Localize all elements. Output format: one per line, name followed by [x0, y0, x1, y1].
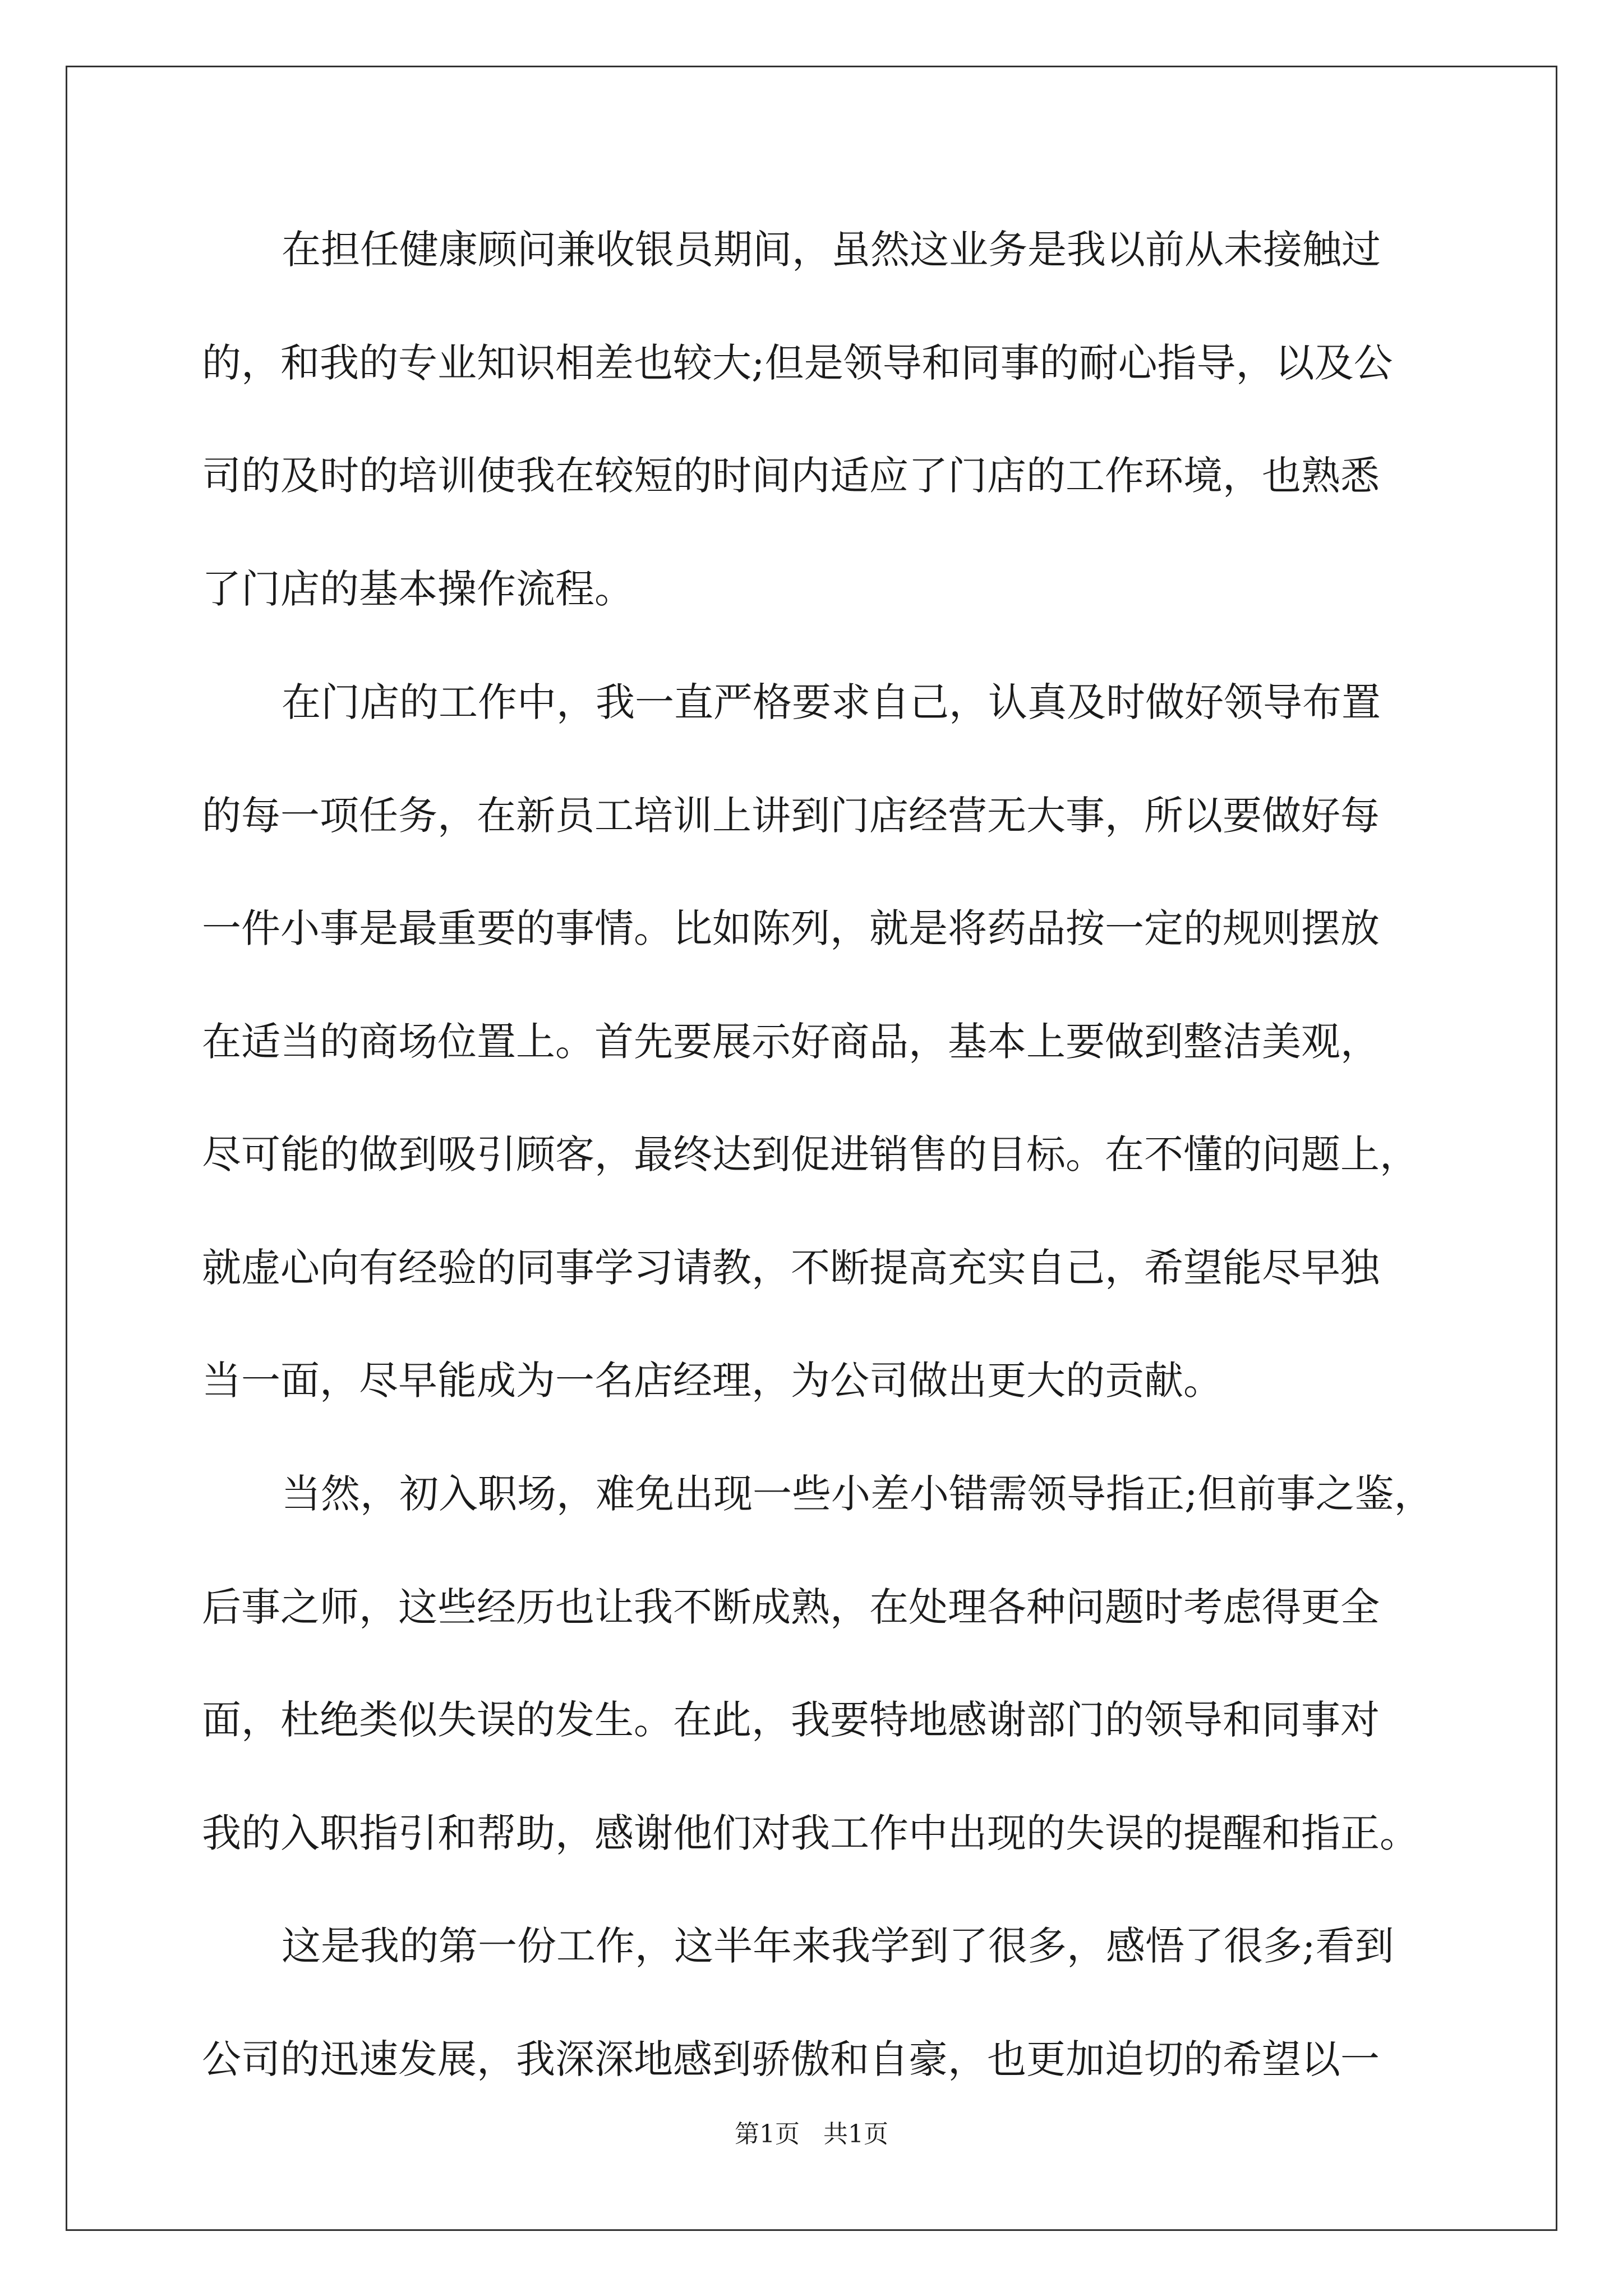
- text-line: 的每一项任务，在新员工培训上讲到门店经营无大事，所以要做好每: [202, 793, 1380, 839]
- text-line: 公司的迅速发展，我深深地感到骄傲和自豪，也更加迫切的希望以一: [202, 2036, 1380, 2082]
- text-line: 的，和我的专业知识相差也较大;但是领导和同事的耐心指导，以及公: [202, 340, 1393, 386]
- text-line: 面，杜绝类似失误的发生。在此，我要特地感谢部门的领导和同事对: [202, 1697, 1380, 1743]
- text-line: 当一面，尽早能成为一名店经理，为公司做出更大的贡献。: [202, 1358, 1223, 1404]
- text-line: 在门店的工作中，我一直严格要求自己，认真及时做好领导布置: [282, 679, 1381, 725]
- text-line: 一件小事是最重要的事情。比如陈列，就是将药品按一定的规则摆放: [202, 905, 1380, 951]
- text-line: 后事之师，这些经历也让我不断成熟，在处理各种问题时考虑得更全: [202, 1584, 1380, 1630]
- text-line: 了门店的基本操作流程。: [202, 566, 634, 612]
- page-footer: 第1页 共1页: [735, 2120, 888, 2148]
- text-line: 司的及时的培训使我在较短的时间内适应了门店的工作环境，也熟悉: [202, 453, 1380, 499]
- text-line: 尽可能的做到吸引顾客，最终达到促进销售的目标。在不懂的问题上，: [202, 1131, 1419, 1177]
- text-line: 在担任健康顾问兼收银员期间，虽然这业务是我以前从未接触过: [282, 227, 1381, 273]
- text-line: 就虚心向有经验的同事学习请教，不断提高充实自己，希望能尽早独: [202, 1245, 1380, 1291]
- text-line: 这是我的第一份工作，这半年来我学到了很多，感悟了很多;看到: [282, 1923, 1394, 1969]
- text-line: 当然，初入职场，难免出现一些小差小错需领导指正;但前事之鉴，: [282, 1471, 1433, 1517]
- text-line: 我的入职指引和帮助，感谢他们对我工作中出现的失误的提醒和指正。: [202, 1810, 1419, 1856]
- text-line: 在适当的商场位置上。首先要展示好商品，基本上要做到整洁美观，: [202, 1019, 1380, 1065]
